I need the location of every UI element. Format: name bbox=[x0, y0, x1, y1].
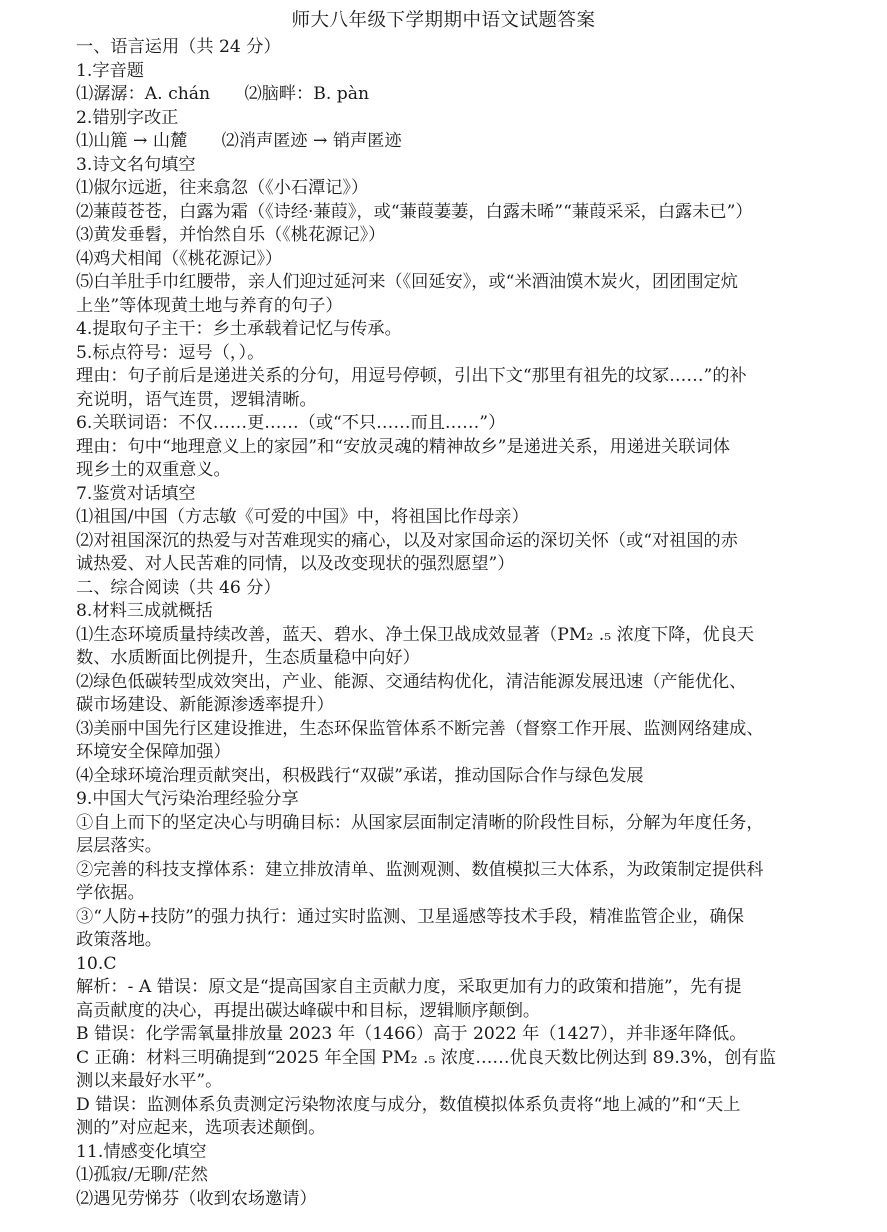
answer-line: ⑵对祖国深沉的热爱与对苦难现实的痛心，以及对家国命运的深切关怀（或“对祖国的赤 bbox=[76, 530, 738, 551]
answer-line: 测的”对应起来，选项表述颠倒。 bbox=[76, 1118, 326, 1138]
answer-line: 充说明，语气连贯，逻辑清晰。 bbox=[76, 389, 317, 410]
answer-line: B 错误：化学需氧量排放量 2023 年（1466）高于 2022 年（1427），并非逐年降低。 bbox=[76, 1024, 747, 1044]
answer-line: ⑷鸡犬相闻（《桃花源记》） bbox=[76, 248, 283, 269]
answer-line: 3.诗文名句填空 bbox=[76, 154, 196, 175]
document-title: 师大八年级下学期期中语文试题答案 bbox=[291, 10, 596, 31]
answer-line: ⑶黄发垂髫，并怡然自乐（《桃花源记》） bbox=[76, 225, 386, 245]
answer-line: C 正确：材料三明确提到“2025 年全国 PM₂ .₅ 浓度……优良天数比例达到 89.3%，创有监 bbox=[76, 1047, 776, 1068]
answer-line: 9.中国大气污染治理经验分享 bbox=[76, 789, 299, 809]
answer-line: 数、水质断面比例提升，生态质量稳中向好） bbox=[76, 648, 420, 668]
answer-line: 11.情感变化填空 bbox=[76, 1141, 207, 1162]
answer-line: 高贡献度的决心，再提出碳达峰碳中和目标，逻辑顺序颠倒。 bbox=[76, 1000, 541, 1021]
answer-line: 层层落实。 bbox=[76, 836, 162, 856]
answer-line: D 错误：监测体系负责测定污染物浓度与成分，数值模拟体系负责将“地上减的”和“天上 bbox=[76, 1094, 741, 1115]
answer-line: ⑷全球环境治理贡献突出，积极践行“双碳”承诺，推动国际合作与绿色发展 bbox=[76, 765, 644, 786]
answer-text-body bbox=[76, 36, 876, 1211]
answer-line: 6.关联词语：不仅……更……（或“不只……而且……”） bbox=[76, 413, 506, 433]
answer-line: 诚热爱、对人民苦难的同情，以及改变现状的强烈愿望”） bbox=[76, 554, 515, 574]
answer-line: ⑵遇见劳悌芬（收到农场邀请） bbox=[76, 1188, 317, 1209]
answer-line: ⑴俶尔远逝，往来翕忽（《小石潭记》） bbox=[76, 178, 369, 198]
answer-line: ⑴生态环境质量持续改善，蓝天、碧水、净土保卫战成效显著（PM₂ .₅ 浓度下降，优良天 bbox=[76, 624, 755, 645]
answer-line: ⑴潺潺：A. chán ⑵脑畔：B. pàn bbox=[76, 84, 370, 104]
answer-line: 上坐”等体现黄土地与养育的句子） bbox=[76, 295, 343, 316]
answer-line: 8.材料三成就概括 bbox=[76, 601, 213, 621]
answer-line: ⑸白羊肚手巾红腰带，亲人们迎过延河来（《回延安》，或“米酒油馍木炭火，团团围定炕 bbox=[76, 272, 738, 292]
answer-line: 5.标点符号：逗号（，）。 bbox=[76, 342, 265, 363]
answer-line: ①自上而下的坚定决心与明确目标：从国家层面制定清晰的阶段性目标，分解为年度任务， bbox=[76, 812, 764, 833]
answer-line: 解析：- A 错误：原文是“提高国家自主贡献力度，采取更加有力的政策和措施”，先有提 bbox=[76, 977, 742, 997]
answer-line: 碳市场建设、新能源渗透率提升） bbox=[76, 695, 334, 715]
answer-line: 政策落地。 bbox=[76, 930, 162, 950]
answer-line: ③“人防+技防”的强力执行：通过实时监测、卫星遥感等技术手段，精准监管企业，确保 bbox=[76, 906, 744, 927]
answer-line: 一、语言运用（共 24 分） bbox=[76, 37, 281, 57]
answer-line: ⑵蒹葭苍苍，白露为霜（《诗经·蒹葭》，或“蒹葭萋萋，白露未晞”“蒹葭采采，白露未已”） bbox=[76, 201, 753, 222]
answer-line: 环境安全保障加强） bbox=[76, 742, 231, 762]
answer-line: ⑴孤寂/无聊/茫然 bbox=[76, 1165, 208, 1185]
answer-line: ⑵绿色低碳转型成效突出，产业、能源、交通结构优化，清洁能源发展迅速（产能优化、 bbox=[76, 671, 747, 692]
answer-line: 理由：句中“地理意义上的家园”和“安放灵魂的精神故乡”是递进关系，用递进关联词体 bbox=[76, 436, 730, 457]
answer-line: 1.字音题 bbox=[76, 60, 144, 81]
answer-line: ⑴山簏 → 山麓 ⑵消声匿迹 → 销声匿迹 bbox=[76, 131, 402, 151]
answer-line: 10.C bbox=[76, 953, 117, 974]
answer-line: 7.鉴赏对话填空 bbox=[76, 483, 196, 504]
answer-line: 4.提取句子主干：乡土承载着记忆与传承。 bbox=[76, 319, 402, 339]
answer-line: 2.错别字改正 bbox=[76, 107, 179, 128]
answer-line: ⑶美丽中国先行区建设推进，生态环保监管体系不断完善（督察工作开展、监测网络建成、 bbox=[76, 718, 764, 739]
answer-line: ⑴祖国/中国（方志敏《可爱的中国》中，将祖国比作母亲） bbox=[76, 507, 529, 527]
answer-line: 学依据。 bbox=[76, 883, 145, 903]
answer-line: 二、综合阅读（共 46 分） bbox=[76, 577, 281, 598]
answer-line: 理由：句子前后是递进关系的分句，用逗号停顿，引出下文“那里有祖先的坟冢……”的补 bbox=[76, 366, 747, 386]
answer-line: 测以来最好水平”。 bbox=[76, 1071, 223, 1091]
answer-line: ②完善的科技支撑体系：建立排放清单、监测观测、数值模拟三大体系，为政策制定提供科 bbox=[76, 859, 764, 880]
answer-line: 现乡土的双重意义。 bbox=[76, 460, 231, 480]
